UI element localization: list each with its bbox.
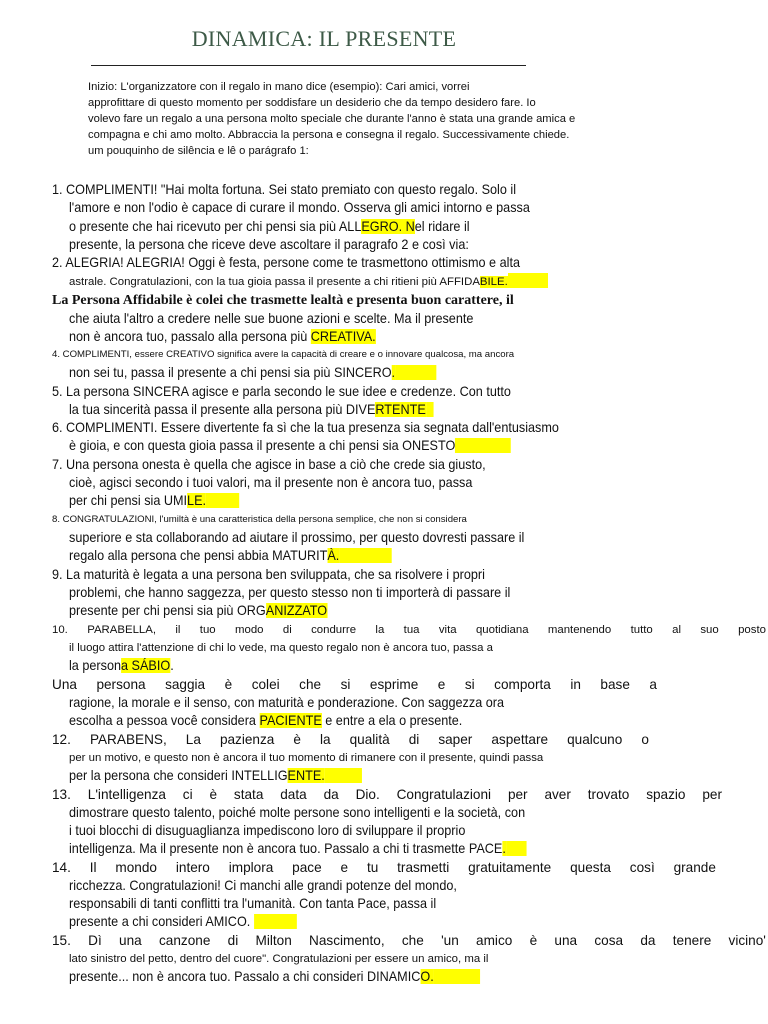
word: vita [438, 624, 457, 636]
text-run: escolha a pessoa você considera [69, 713, 260, 728]
paragraph-13-line: i tuoi blocchi di disuguaglianza impediscono loro di sviluppare il proprio [69, 823, 466, 838]
paragraph-5-line: 5. La persona SINCERA agisce e parla secondo le sue idee e credenze. Con tutto [52, 384, 511, 399]
word: qualità [349, 732, 390, 747]
highlight: À. [327, 548, 340, 563]
word: colei [251, 677, 280, 692]
word: in [570, 677, 581, 692]
word: Milton [255, 933, 292, 948]
highlight [506, 841, 526, 856]
paragraph-9-line [69, 602, 327, 620]
highlight [455, 438, 511, 453]
text-run: la person [69, 658, 122, 673]
word: pazienza [219, 732, 275, 747]
word: 14. [52, 860, 71, 875]
word: da [323, 787, 339, 802]
word: per [507, 787, 528, 802]
highlight: O. [420, 969, 434, 984]
word: per [702, 787, 722, 802]
word: e [437, 677, 446, 692]
word: è [224, 677, 233, 692]
text-run: astrale. Congratulazioni, con la tua gioia passa il presente a chi ritieni più AFFIDA [69, 276, 480, 288]
highlight: . [502, 841, 506, 856]
text-run: presente per chi pensi sia più ORG [69, 603, 266, 618]
word: tuo [199, 624, 216, 636]
word: Una [52, 677, 77, 692]
paragraph-13-line: dimostrare questo talento, poiché molte persone sono intelligenti e la società, con [69, 805, 526, 820]
word: Dì [88, 933, 102, 948]
paragraph-3-line: La Persona Affidabile è colei che trasmette lealtà e presenta buon carattere, il [52, 293, 514, 308]
highlight [339, 548, 391, 563]
highlight [325, 768, 362, 783]
paragraph-10-line [52, 621, 766, 639]
intro-line: Inizio: L'organizzatore con il regalo in mano dice (esempio): Cari amici, vorrei [88, 81, 470, 93]
text-run: presente... non è ancora tuo. Passalo a chi consideri DINAMIC [69, 969, 421, 984]
word: una [554, 933, 578, 948]
paragraph-14-line: responsabili di tanti conflitti tra l'umanità. Con tanta Pace, passa il [69, 896, 437, 911]
word: comporta [494, 677, 551, 692]
word: grande [673, 860, 716, 875]
word: Dio. [355, 787, 380, 802]
word: Il [89, 860, 97, 875]
highlight [254, 914, 297, 929]
word: stata [233, 787, 264, 802]
word: cosa [594, 933, 624, 948]
text-run: non sei tu, passa il presente a chi pensi sia più SINCERO [69, 365, 392, 380]
word: e [340, 860, 349, 875]
paragraph-1-line: 1. COMPLIMENTI! "Hai molta fortuna. Sei stato premiato con questo regalo. Solo il [52, 182, 517, 197]
text-run: intelligenza. Ma il presente non è ancora tuo. Passalo a chi ti trasmette PACE [69, 841, 503, 856]
word: implora [228, 860, 274, 875]
paragraph-2-line [69, 273, 548, 291]
word: aver [544, 787, 571, 802]
word: L'intelligenza [87, 787, 166, 802]
paragraph-9-line: problemi, che hanno saggezza, per questo stesso non ti importerà di passare il [69, 585, 511, 600]
word: 'un [441, 933, 459, 948]
paragraph-12-line [69, 767, 362, 785]
paragraph-7-line [69, 492, 240, 510]
paragraph-3-line: che aiuta l'altro a credere nelle sue buone azioni e scelte. Ma il presente [69, 311, 474, 326]
word: suo [700, 624, 719, 636]
word: PARABENS, [89, 732, 167, 747]
word: tenere [672, 933, 712, 948]
word: 13. [52, 787, 71, 802]
text-run: . [170, 658, 174, 673]
paragraph-14-line [69, 913, 297, 931]
word: ci [182, 787, 193, 802]
text-run: la tua sincerità passa il presente alla persona più DIVE [69, 402, 376, 417]
paragraph-13-line [69, 840, 526, 858]
word: tua [403, 624, 420, 636]
word: tutto [630, 624, 653, 636]
word: il [175, 624, 181, 636]
paragraph-7-line: cioè, agisci secondo i tuoi valori, ma il presente non è ancora tuo, passa [69, 475, 473, 490]
word: così [629, 860, 655, 875]
text-run: regalo alla persona che pensi abbia MATURIT [69, 548, 328, 563]
word: è [293, 732, 301, 747]
word: mantenendo [547, 624, 612, 636]
paragraph-13-line [52, 786, 722, 804]
highlight [508, 273, 548, 288]
word: che [299, 677, 322, 692]
highlight: BILE. [479, 276, 508, 288]
word: La [185, 732, 201, 747]
word: canzone [158, 933, 211, 948]
title-underline [91, 65, 526, 66]
paragraph-8-line: 8. CONGRATULAZIONI, l'umiltà è una caratteristica della persona semplice, che non si considera [52, 514, 467, 525]
paragraph-4-line [69, 364, 436, 382]
word: spazio [646, 787, 686, 802]
paragraph-12-line: per un motivo, e questo non è ancora il tuo momento di rimanere con il presente, quindi passa [69, 752, 544, 764]
paragraph-11-line: ragione, la morale e il senso, con maturità e ponderazione. Con saggezza ora [69, 695, 505, 710]
word: saper [438, 732, 473, 747]
word: PARABELLA, [87, 624, 157, 636]
paragraph-5-line [69, 401, 433, 419]
word: di [227, 933, 239, 948]
intro-line: volevo fare un regalo a una persona molto speciale che durante l'anno è stata una grande amica e [88, 113, 576, 125]
word: Nascimento, [309, 933, 385, 948]
word: posto [738, 624, 766, 636]
word: base [600, 677, 630, 692]
text-run: presente a chi consideri AMICO. [69, 914, 254, 929]
paragraph-15-line [52, 932, 766, 950]
word: la [375, 624, 385, 636]
word: esprime [369, 677, 419, 692]
word: amico [476, 933, 513, 948]
word: di [408, 732, 420, 747]
word: pace [292, 860, 322, 875]
word: trovato [587, 787, 630, 802]
highlight: ENTE. [287, 768, 325, 783]
intro-line: compagna e chi amo molto. Abbraccia la persona e consegna il regalo. Successivamente chiede. [88, 129, 570, 141]
paragraph-1-line: l'amore e non l'odio è capace di curare il mondo. Osserva gli amici intorno e passa [69, 200, 530, 215]
text-run: o presente che hai ricevuto per chi pensi sia più ALL [69, 219, 362, 234]
word: aspettare [491, 732, 549, 747]
word: a [649, 677, 657, 692]
word: o [641, 732, 649, 747]
paragraph-10-line [69, 657, 174, 675]
paragraph-7-line: 7. Una persona onesta è quella che agisce in base a ciò che crede sia giusto, [52, 457, 486, 472]
paragraph-8-line [69, 547, 391, 565]
paragraph-14-line [52, 859, 716, 877]
highlight: . [391, 365, 396, 380]
word: condurre [311, 624, 357, 636]
word: Congratulazioni [396, 787, 492, 802]
highlight [206, 493, 239, 508]
word: persona [96, 677, 146, 692]
word: vicino' [728, 933, 766, 948]
word: una [119, 933, 142, 948]
word: al [672, 624, 681, 636]
paragraph-11-line [69, 712, 462, 730]
paragraph-12-line [52, 731, 649, 749]
word: si [464, 677, 475, 692]
word: da [640, 933, 656, 948]
paragraph-9-line: 9. La maturità è legata a una persona ben sviluppata, che sa risolvere i propri [52, 567, 485, 582]
highlight: LE. [187, 493, 207, 508]
paragraph-6-line: 6. COMPLIMENTI. Essere divertente fa sì che la tua presenza sia segnata dall'entusiasmo [52, 420, 559, 435]
word: la [319, 732, 331, 747]
highlight [395, 365, 436, 380]
word: è [209, 787, 218, 802]
text-run: non è ancora tuo, passalo alla persona più [69, 329, 311, 344]
word: di [282, 624, 292, 636]
word: 12. [52, 732, 71, 747]
word: saggia [165, 677, 206, 692]
word: gratuitamente [468, 860, 552, 875]
highlight [434, 969, 481, 984]
word: che [401, 933, 424, 948]
word: qualcuno [567, 732, 623, 747]
word: trasmetti [397, 860, 450, 875]
intro-line: um pouquinho de silência e lê o parágrafo 1: [88, 145, 309, 157]
paragraph-15-line [69, 968, 480, 986]
paragraph-10-line: il luogo attira l'attenzione di chi lo vede, ma questo regalo non è ancora tuo, passa a [69, 642, 493, 654]
highlight: EGRO. N [361, 219, 415, 234]
word: è [529, 933, 538, 948]
word: quotidiana [475, 624, 529, 636]
highlight: a SÁBIO [121, 658, 171, 673]
page-title: DINAMICA: IL PRESENTE [191, 26, 457, 51]
paragraph-1-line: presente, la persona che riceve deve ascoltare il paragrafo 2 e così via: [69, 237, 469, 252]
paragraph-8-line: superiore e sta collaborando ad aiutare il prossimo, per questo dovresti passare il [69, 530, 525, 545]
text-run: è gioia, e con questa gioia passa il presente a chi pensi sia ONESTO [69, 438, 456, 453]
word: mondo [115, 860, 157, 875]
word: data [280, 787, 307, 802]
highlight: ANIZZATO [265, 603, 328, 618]
intro-line: approfittare di questo momento per soddisfare un desiderio che da tempo desidero fare. Io [88, 97, 536, 109]
highlight: PACIENTE [259, 713, 322, 728]
text-run: e entre a ela o presente. [321, 713, 463, 728]
word: si [340, 677, 351, 692]
paragraph-14-line: ricchezza. Congratulazioni! Ci manchi alle grandi potenze del mondo, [69, 878, 457, 893]
paragraph-3-line [69, 328, 376, 346]
text-run: el ridare il [414, 219, 470, 234]
paragraph-1-line [69, 218, 470, 236]
text-run: per chi pensi sia UMI [69, 493, 188, 508]
paragraph-2-line: 2. ALEGRIA! ALEGRIA! Oggi è festa, persone come te trasmettono ottimismo e alta [52, 255, 520, 270]
highlight: CREATIVA. [310, 329, 376, 344]
word: questa [570, 860, 611, 875]
paragraph-11-line [52, 676, 657, 694]
word: intero [175, 860, 210, 875]
word: modo [235, 624, 264, 636]
text-run: per la persona che consideri INTELLIG [69, 768, 288, 783]
highlight: RTENTE [375, 402, 426, 417]
word: 10. [52, 624, 68, 636]
word: tu [366, 860, 379, 875]
highlight [426, 402, 433, 417]
word: 15. [52, 933, 71, 948]
paragraph-15-line: lato sinistro del petto, dentro del cuore". Congratulazioni per essere un amico, ma il [69, 953, 489, 965]
paragraph-4-line: 4. COMPLIMENTI, essere CREATIVO significa avere la capacità di creare e o innovare qualcosa, ma ancora [52, 349, 515, 360]
paragraph-6-line [69, 437, 511, 455]
